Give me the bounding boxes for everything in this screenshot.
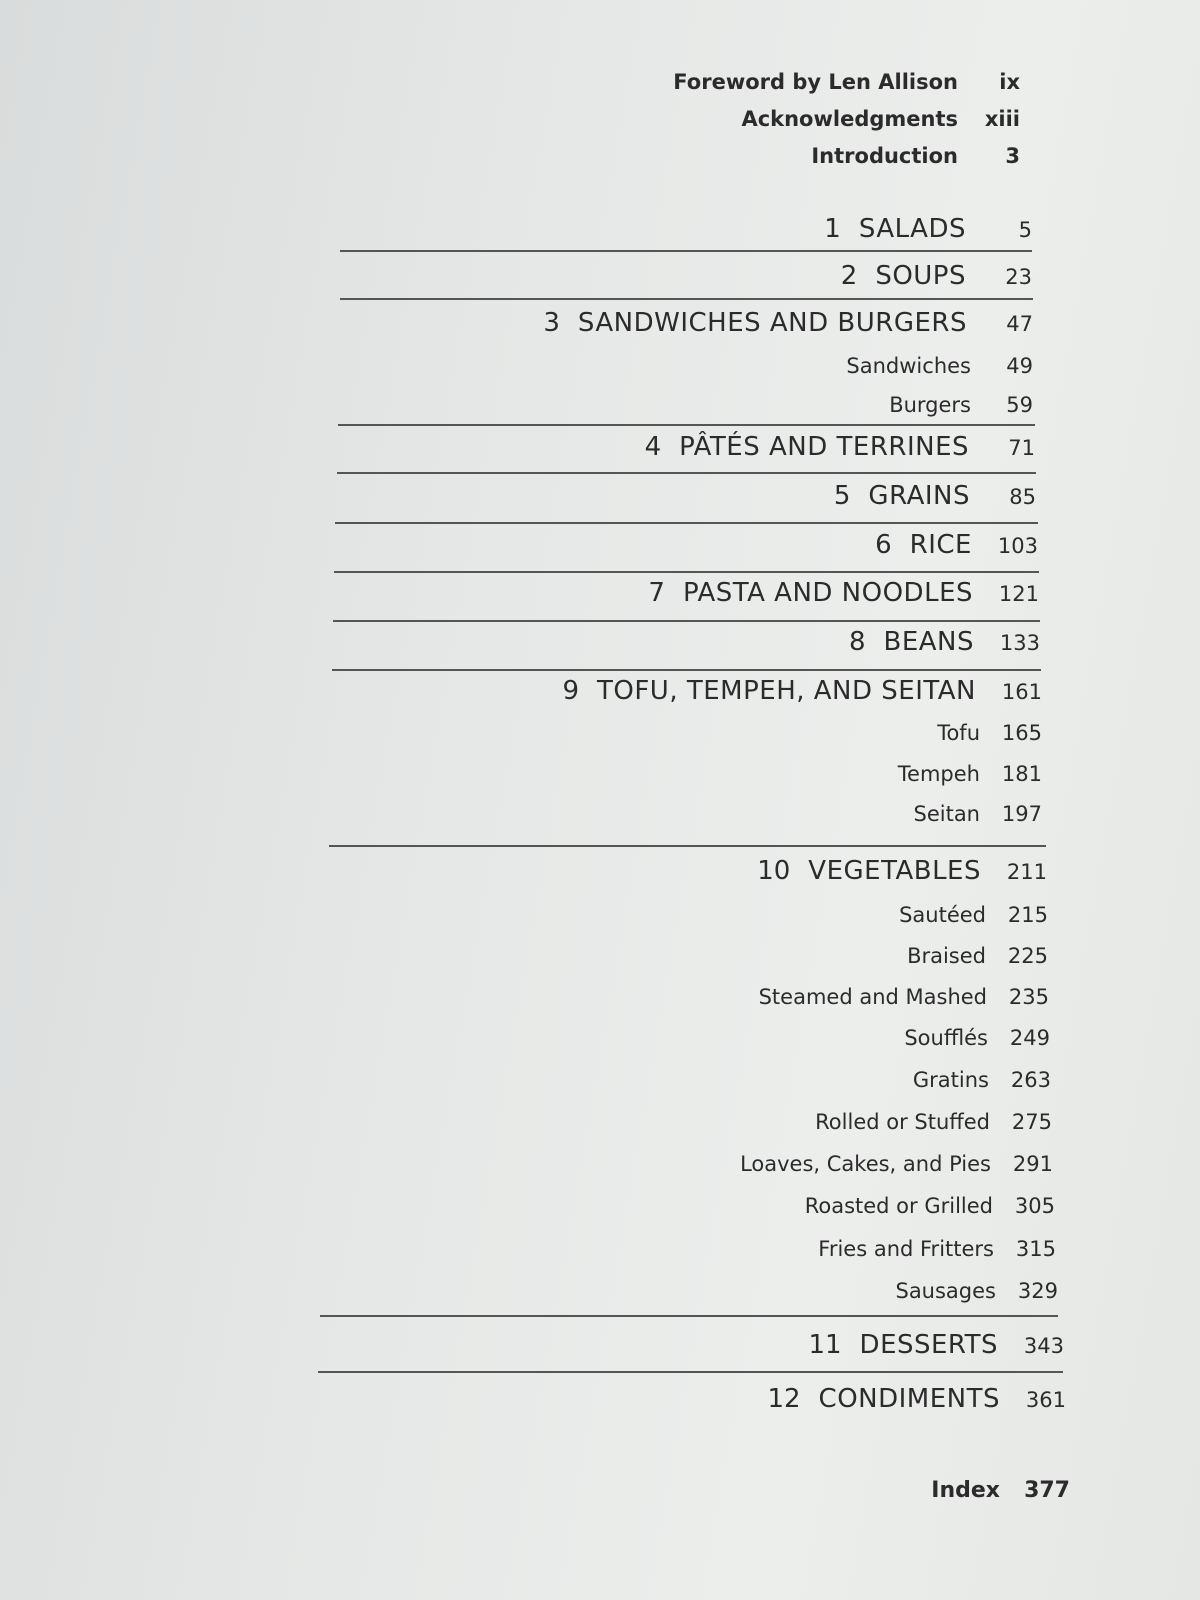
toc-subentry-seitan[interactable] bbox=[914, 802, 1043, 826]
chapter-7-entry[interactable] bbox=[648, 578, 1039, 608]
toc-subentry-fries-and-fritters[interactable] bbox=[818, 1237, 1056, 1261]
chapter-title: PÂTÉS AND TERRINES bbox=[679, 432, 969, 462]
subentry-title: Gratins bbox=[912, 1068, 989, 1092]
chapter-number: 3 bbox=[543, 308, 560, 338]
subentry-title: Burgers bbox=[889, 393, 971, 417]
chapter-title: TOFU, TEMPEH, AND SEITAN bbox=[596, 676, 976, 706]
subentry-page: 263 bbox=[1010, 1068, 1051, 1092]
chapter-title: BEANS bbox=[883, 627, 974, 657]
chapter-1-entry[interactable] bbox=[824, 214, 1032, 244]
chapter-rule bbox=[340, 250, 1032, 252]
chapter-title: DESSERTS bbox=[859, 1330, 998, 1360]
chapter-rule bbox=[335, 522, 1038, 524]
chapter-title: SOUPS bbox=[875, 261, 966, 291]
toc-entry-foreword[interactable] bbox=[673, 70, 1020, 94]
chapter-page: 133 bbox=[999, 631, 1040, 655]
subentry-title: Braised bbox=[907, 944, 986, 968]
chapter-rule bbox=[332, 669, 1041, 671]
subentry-page: 59 bbox=[1006, 393, 1033, 417]
chapter-page: 71 bbox=[1008, 436, 1035, 460]
chapter-11-entry[interactable] bbox=[808, 1330, 1064, 1360]
subentry-title: Tofu bbox=[937, 721, 980, 745]
entry-page: 3 bbox=[1005, 144, 1020, 168]
chapter-number: 12 bbox=[767, 1384, 801, 1414]
subentry-title: Steamed and Mashed bbox=[758, 985, 987, 1009]
subentry-page: 291 bbox=[1012, 1152, 1053, 1176]
subentry-title: Rolled or Stuffed bbox=[815, 1110, 990, 1134]
toc-subentry-gratins[interactable] bbox=[913, 1068, 1051, 1092]
toc-subentry-roasted-or-grilled[interactable] bbox=[805, 1194, 1055, 1218]
chapter-page: 121 bbox=[998, 582, 1039, 606]
chapter-5-entry[interactable] bbox=[834, 481, 1036, 511]
chapter-3-entry[interactable] bbox=[543, 308, 1033, 338]
toc-subentry-sandwiches[interactable] bbox=[846, 354, 1033, 378]
chapter-page: 5 bbox=[1018, 218, 1032, 242]
toc-subentry-sausages[interactable] bbox=[895, 1279, 1058, 1303]
toc-subentry-tofu[interactable] bbox=[937, 721, 1042, 745]
subentry-page: 49 bbox=[1006, 354, 1033, 378]
chapter-page: 103 bbox=[997, 534, 1038, 558]
toc-entry-introduction[interactable] bbox=[811, 144, 1020, 168]
chapter-page: 47 bbox=[1006, 312, 1033, 336]
subentry-page: 275 bbox=[1011, 1110, 1052, 1134]
toc-subentry-braised[interactable] bbox=[907, 944, 1048, 968]
chapter-6-entry[interactable] bbox=[875, 530, 1038, 560]
subentry-page: 181 bbox=[1001, 762, 1042, 786]
subentry-page: 225 bbox=[1007, 944, 1048, 968]
chapter-page: 85 bbox=[1009, 485, 1036, 509]
chapter-title: VEGETABLES bbox=[808, 856, 981, 886]
chapter-title: CONDIMENTS bbox=[818, 1384, 1000, 1414]
chapter-8-entry[interactable] bbox=[849, 627, 1040, 657]
chapter-rule bbox=[333, 620, 1040, 622]
chapter-4-entry[interactable] bbox=[645, 432, 1035, 462]
subentry-title: Loaves, Cakes, and Pies bbox=[740, 1152, 991, 1176]
chapter-rule bbox=[318, 1371, 1063, 1373]
subentry-title: Roasted or Grilled bbox=[804, 1194, 993, 1218]
toc-subentry-loaves-cakes-and-pies[interactable] bbox=[740, 1152, 1053, 1176]
chapter-page: 23 bbox=[1005, 265, 1032, 289]
chapter-number: 8 bbox=[848, 627, 866, 657]
chapter-9-entry[interactable] bbox=[562, 676, 1042, 706]
chapter-page: 343 bbox=[1023, 1334, 1064, 1358]
chapter-title: RICE bbox=[909, 530, 972, 560]
subentry-page: 249 bbox=[1009, 1026, 1050, 1050]
chapter-number: 6 bbox=[875, 530, 892, 560]
chapter-rule bbox=[337, 472, 1036, 474]
subentry-page: 235 bbox=[1008, 985, 1049, 1009]
toc-subentry-rolled-or-stuffed[interactable] bbox=[815, 1110, 1052, 1134]
entry-page: xiii bbox=[984, 107, 1020, 131]
subentry-title: Fries and Fritters bbox=[818, 1237, 994, 1261]
chapter-12-entry[interactable] bbox=[767, 1384, 1066, 1414]
chapter-number: 11 bbox=[808, 1330, 842, 1360]
chapter-page: 161 bbox=[1001, 680, 1042, 704]
entry-title: Index bbox=[931, 1478, 1000, 1503]
subentry-title: Sautéed bbox=[899, 903, 986, 927]
chapter-number: 2 bbox=[840, 261, 858, 291]
chapter-rule bbox=[329, 845, 1046, 847]
entry-title: Acknowledgments bbox=[741, 107, 958, 131]
entry-page: ix bbox=[999, 70, 1020, 94]
subentry-page: 305 bbox=[1014, 1194, 1055, 1218]
chapter-2-entry[interactable] bbox=[841, 261, 1032, 291]
chapter-page: 211 bbox=[1006, 860, 1047, 884]
toc-subentry-souffles[interactable] bbox=[904, 1026, 1050, 1050]
subentry-page: 165 bbox=[1001, 721, 1042, 745]
entry-title: Introduction bbox=[811, 144, 958, 168]
chapter-title: SALADS bbox=[858, 214, 966, 244]
subentry-title: Sandwiches bbox=[846, 354, 971, 378]
chapter-rule bbox=[334, 571, 1039, 573]
chapter-10-entry[interactable] bbox=[757, 856, 1047, 886]
subentry-page: 329 bbox=[1017, 1279, 1058, 1303]
chapter-title: PASTA AND NOODLES bbox=[682, 578, 973, 608]
toc-subentry-sauteed[interactable] bbox=[899, 903, 1048, 927]
entry-title: Foreword by Len Allison bbox=[673, 70, 958, 94]
chapter-rule bbox=[340, 298, 1033, 300]
toc-subentry-steamed-and-mashed[interactable] bbox=[759, 985, 1049, 1009]
chapter-number: 4 bbox=[644, 432, 662, 462]
subentry-title: Tempeh bbox=[897, 762, 980, 786]
toc-entry-index[interactable] bbox=[931, 1478, 1070, 1503]
toc-subentry-burgers[interactable] bbox=[889, 393, 1033, 417]
subentry-title: Soufflés bbox=[904, 1026, 988, 1050]
toc-entry-acknowledgments[interactable] bbox=[741, 107, 1020, 131]
chapter-rule bbox=[320, 1315, 1058, 1317]
chapter-title: GRAINS bbox=[868, 481, 970, 511]
chapter-rule bbox=[338, 424, 1035, 426]
chapter-number: 7 bbox=[648, 578, 665, 608]
subentry-title: Seitan bbox=[913, 802, 980, 826]
chapter-title: SANDWICHES AND BURGERS bbox=[577, 308, 967, 338]
chapter-number: 5 bbox=[833, 481, 851, 511]
chapter-page: 361 bbox=[1025, 1388, 1066, 1412]
chapter-number: 10 bbox=[757, 856, 791, 886]
chapter-number: 9 bbox=[562, 676, 579, 706]
toc-subentry-tempeh[interactable] bbox=[898, 762, 1042, 786]
entry-page: 377 bbox=[1024, 1478, 1070, 1503]
subentry-page: 315 bbox=[1015, 1237, 1056, 1261]
subentry-title: Sausages bbox=[895, 1279, 996, 1303]
chapter-number: 1 bbox=[824, 214, 841, 244]
subentry-page: 215 bbox=[1007, 903, 1048, 927]
subentry-page: 197 bbox=[1001, 802, 1042, 826]
